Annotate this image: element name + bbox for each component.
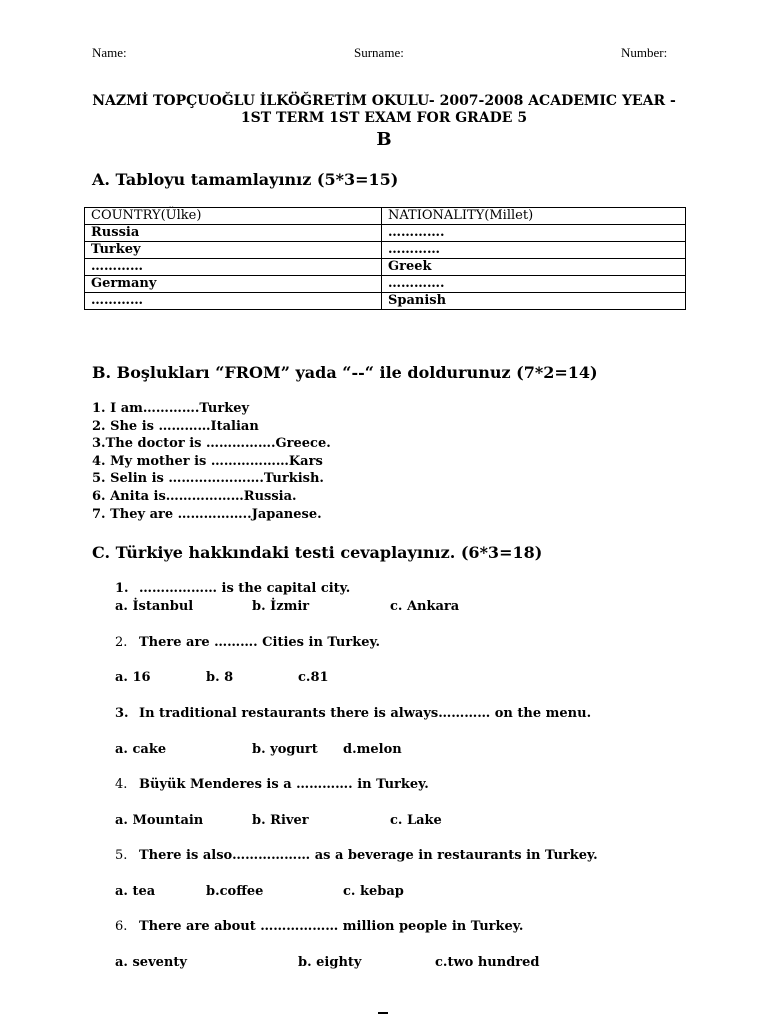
- question-text: There are ………. Cities in Turkey.: [139, 635, 381, 650]
- table-cell: …………: [382, 242, 686, 259]
- question-number: 6.: [115, 919, 128, 934]
- option-a: a. tea: [115, 884, 156, 899]
- country-nationality-table: [84, 207, 686, 310]
- list-item: 4. My mother is ………………Kars: [92, 453, 323, 469]
- list-item: 2. She is …………Italian: [92, 418, 259, 434]
- table-cell: ………….: [382, 276, 686, 293]
- question-2: [115, 635, 380, 650]
- school-title: NAZMİ TOPÇUOĞLU İLKÖĞRETİM OKULU- 2007-2008 ACADEMIC YEAR -: [92, 93, 676, 109]
- question-number: 2.: [115, 635, 128, 650]
- table-row: [85, 293, 686, 310]
- option-a: a. 16: [115, 670, 151, 685]
- question-text: Büyük Menderes is a …………. in Turkey.: [139, 777, 429, 792]
- option-b: b. eighty: [298, 955, 362, 970]
- question-6: [115, 919, 523, 934]
- table-header-cell: COUNTRY(Ülke): [85, 208, 382, 225]
- option-a: a. İstanbul: [115, 599, 194, 614]
- section-b-heading: B. Boşlukları “FROM” yada “--“ ile doldurunuz (7*2=14): [92, 363, 598, 382]
- fill-in-list: [92, 400, 331, 523]
- table-cell: …………: [85, 293, 382, 310]
- exam-title: 1ST TERM 1ST EXAM FOR GRADE 5: [240, 110, 528, 126]
- list-item: 5. Selin is ………………….Turkish.: [92, 471, 324, 487]
- list-item: 1. I am………….Turkey: [92, 401, 250, 416]
- option-b: b. İzmir: [252, 599, 310, 614]
- option-c: c.81: [298, 670, 329, 685]
- option-c: c. kebap: [343, 884, 404, 899]
- name-label: Name:: [92, 45, 127, 60]
- table-cell: Turkey: [85, 242, 382, 259]
- table-cell: Spanish: [382, 293, 686, 310]
- question-4: [115, 777, 429, 792]
- question-number: 4.: [115, 777, 128, 792]
- table-header-row: [85, 208, 686, 225]
- option-c: c.two hundred: [435, 955, 540, 970]
- table-header-cell: NATIONALITY(Millet): [382, 208, 686, 225]
- option-a: a. cake: [115, 742, 167, 757]
- question-5: [115, 848, 598, 863]
- table-row: [85, 242, 686, 259]
- question-number: 1.: [115, 581, 129, 596]
- list-item: 6. Anita is………………Russia.: [92, 488, 297, 504]
- option-b: b. yogurt: [252, 742, 318, 757]
- list-item: 7. They are ……………..Japanese.: [92, 506, 322, 522]
- table-row: [85, 276, 686, 293]
- number-label: Number:: [621, 45, 668, 60]
- question-number: 5.: [115, 848, 128, 863]
- option-c: c. Ankara: [390, 599, 460, 614]
- table-row: [85, 225, 686, 242]
- question-text: ……………… is the capital city.: [139, 581, 351, 596]
- exam-variant: B: [376, 129, 392, 150]
- page-footer-mark: [378, 1012, 388, 1014]
- table-cell: …………: [85, 259, 382, 276]
- option-a: a. seventy: [115, 955, 187, 970]
- option-b: b. River: [252, 813, 309, 828]
- option-b: b.coffee: [206, 884, 264, 899]
- option-b: b. 8: [206, 670, 234, 685]
- option-c: c. Lake: [390, 813, 442, 828]
- section-a-heading: A. Tabloyu tamamlayınız (5*3=15): [92, 170, 399, 189]
- table-cell: ………….: [382, 225, 686, 242]
- question-text: In traditional restaurants there is always………… on the menu.: [139, 706, 592, 721]
- option-a: a. Mountain: [115, 813, 204, 828]
- table-cell: Russia: [85, 225, 382, 242]
- list-item: 3.The doctor is …………….Greece.: [92, 436, 331, 452]
- question-1: [115, 581, 350, 596]
- table-cell: Greek: [382, 259, 686, 276]
- question-number: 3.: [115, 706, 129, 721]
- surname-label: Surname:: [354, 45, 404, 60]
- question-3: [115, 706, 591, 721]
- table-row: [85, 259, 686, 276]
- table-cell: Germany: [85, 276, 382, 293]
- question-text: There are about ……………… million people in Turkey.: [139, 919, 524, 934]
- option-d: d.melon: [343, 742, 402, 757]
- question-text: There is also……………… as a beverage in restaurants in Turkey.: [139, 848, 598, 863]
- section-c-heading: C. Türkiye hakkındaki testi cevaplayınız. (6*3=18): [92, 543, 543, 562]
